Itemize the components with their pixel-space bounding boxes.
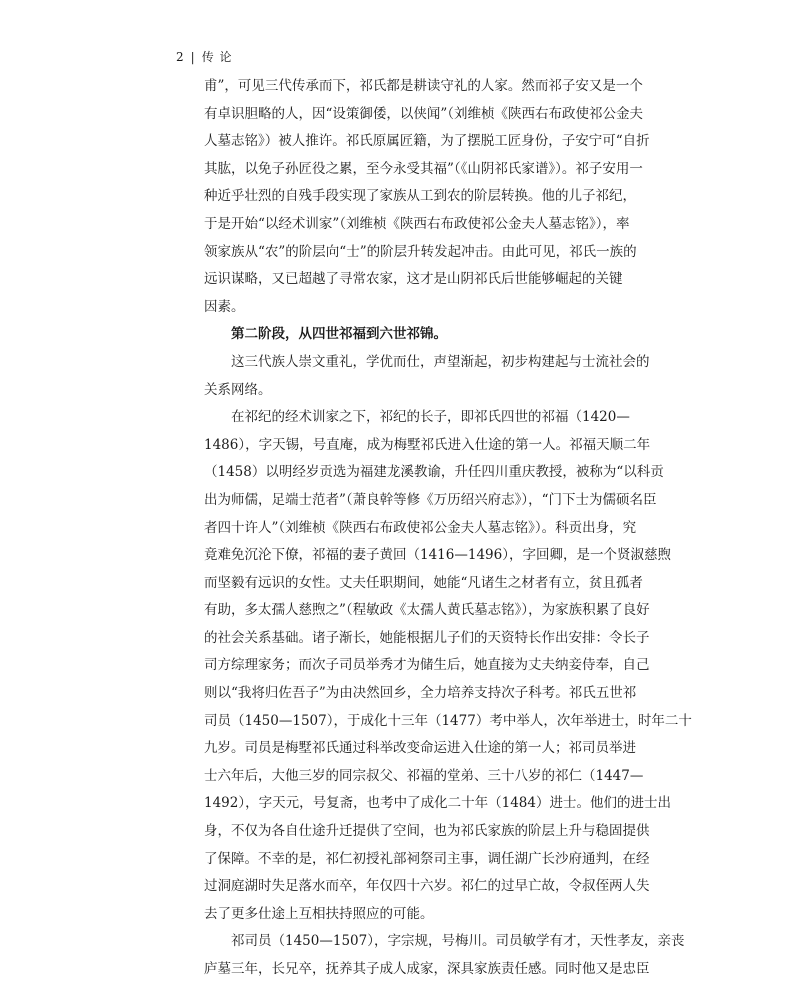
text-line: 有助，多太孺人慈煦之”（程敏政《太孺人黄氏墓志铭》），为家族积累了良好 bbox=[204, 602, 650, 619]
text-line: 司方综理家务；而次子司员举秀才为储生后，她直接为丈夫纳妾侍奉，自己 bbox=[204, 657, 650, 674]
text-line: 1486），字天锡，号直庵，成为梅墅祁氏进入仕途的第一人。祁福天顺二年 bbox=[204, 436, 651, 453]
text-line: 有卓识胆略的人，因“设策御倭，以侠闻”（刘维桢《陕西右布政使祁公金夫 bbox=[204, 105, 644, 122]
text-line: 士六年后，大他三岁的同宗叔父、祁福的堂弟、三十八岁的祁仁（1447— bbox=[204, 767, 644, 784]
running-header bbox=[176, 48, 233, 65]
text-line: 远识谋略，又已超越了寻常农家，这才是山阴祁氏后世能够崛起的关键 bbox=[204, 271, 623, 288]
text-line: 1492），字天元，号复斋，也考中了成化二十年（1484）进士。他们的进士出 bbox=[204, 795, 671, 812]
text-line: 司员（1450—1507），于成化十三年（1477）考中举人，次年举进士，时年二十 bbox=[204, 712, 692, 729]
text-line: 关系网络。 bbox=[204, 381, 272, 398]
text-line: 竟难免沉沦下僚，祁福的妻子黄回（1416—1496），字回卿，是一个贤淑慈煦 bbox=[204, 547, 671, 564]
text-line: 身，不仅为各自仕途升迁提供了空间，也为祁氏家族的阶层上升与稳固提供 bbox=[204, 823, 650, 840]
text-line: 其肱，以免子孙匠役之累，至今永受其福”（《山阴祁氏家谱》）。祁子安用一 bbox=[204, 160, 643, 177]
text-line: 领家族从“农”的阶层向“士”的阶层升转发起冲击。由此可见，祁氏一族的 bbox=[204, 243, 637, 260]
header-separator: | bbox=[190, 50, 196, 64]
body-text bbox=[204, 73, 692, 984]
section-heading: 第二阶段，从四世祁福到六世祁锦。 bbox=[231, 326, 447, 343]
page-number: 2 bbox=[176, 50, 185, 64]
text-line: 九岁。司员是梅墅祁氏通过科举改变命运进入仕途的第一人；祁司员举进 bbox=[204, 740, 636, 757]
text-line: 种近乎壮烈的自残手段实现了家族从工到农的阶层转换。他的儿子祁纪， bbox=[204, 188, 636, 205]
text-line: 祁司员（1450—1507），字宗规，号梅川。司员敏学有才，天性孝友，亲丧 bbox=[231, 933, 685, 950]
text-line: 的社会关系基础。诸子渐长，她能根据儿子们的天资特长作出安排：令长子 bbox=[204, 629, 650, 646]
text-line: 过洞庭湖时失足落水而卒，年仅四十六岁。祁仁的过早亡故，令叔侄两人失 bbox=[204, 878, 650, 895]
text-line: 者四十许人”（刘维桢《陕西右布政使祁公金夫人墓志铭》）。科贡出身，究 bbox=[204, 519, 637, 536]
text-line: 因素。 bbox=[204, 298, 245, 315]
text-line: 在祁纪的经术训家之下，祁纪的长子，即祁氏四世的祁福（1420— bbox=[231, 409, 630, 426]
text-line: 庐墓三年，长兄卒，抚养其子成人成家，深具家族责任感。同时他又是忠臣 bbox=[204, 961, 650, 977]
text-line: 出为师儒，足端士范者”（萧良幹等修《万历绍兴府志》），“门下士为儒硕名臣 bbox=[204, 491, 657, 508]
text-line: 而坚毅有远识的女性。丈夫任职期间，她能“凡诸生之材者有立，贫且孤者 bbox=[204, 574, 643, 591]
text-line: 这三代族人崇文重礼，学优而仕，声望渐起，初步构建起与士流社会的 bbox=[231, 353, 650, 370]
text-line: 甫”，可见三代传承而下，祁氏都是耕读守礼的人家。然而祁子安又是一个 bbox=[204, 78, 643, 94]
text-line: 了保障。不幸的是，祁仁初授礼部祠祭司主事，调任湖广长沙府通判，在经 bbox=[204, 850, 650, 867]
text-line: 去了更多仕途上互相扶持照应的可能。 bbox=[204, 905, 434, 922]
text-line: 于是开始“以经术训家”（刘维桢《陕西右布政使祁公金夫人墓志铭》），率 bbox=[204, 215, 630, 232]
text-line: 则以“我将归佐吾子”为由决然回乡，全力培养支持次子科考。祁氏五世祁 bbox=[204, 685, 637, 702]
section-title: 传 论 bbox=[201, 50, 233, 64]
text-line: 人墓志铭》）被人推许。祁氏原属匠籍，为了摆脱工匠身份，子安宁可“自折 bbox=[204, 133, 650, 150]
text-line: （1458）以明经岁贡选为福建龙溪教谕，升任四川重庆教授，被称为“以科贡 bbox=[204, 464, 664, 481]
